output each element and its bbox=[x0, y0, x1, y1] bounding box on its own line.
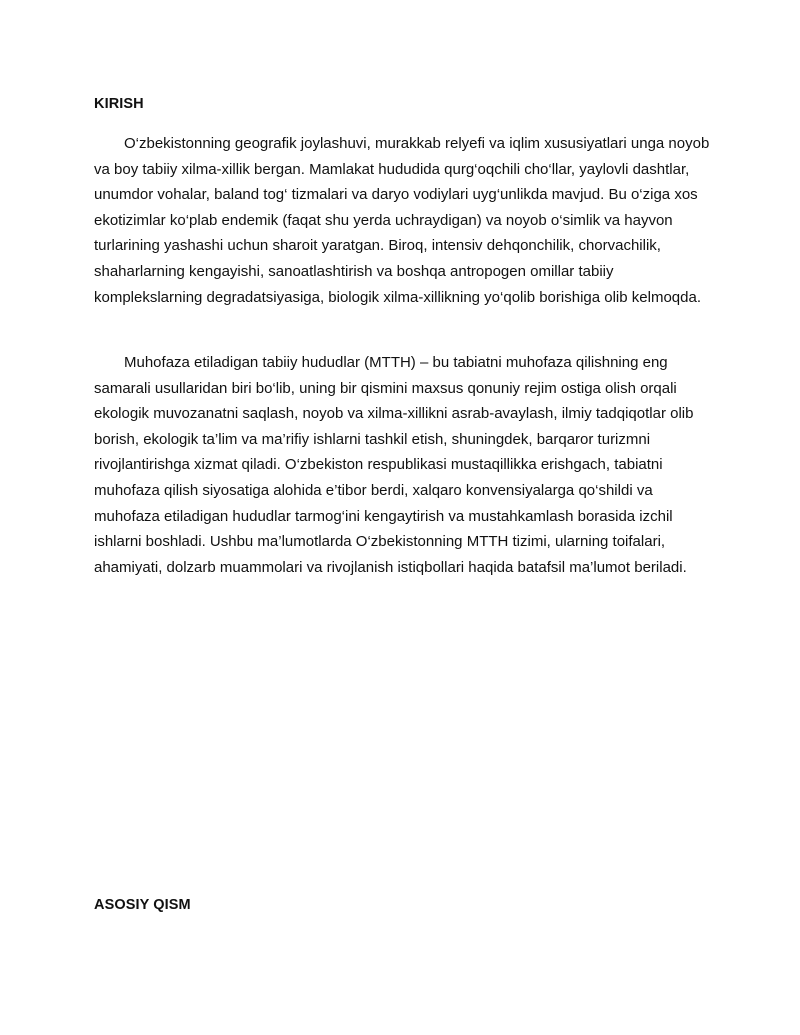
intro-paragraph-1: O‘zbekistonning geografik joylashuvi, murakkab relyefi va iqlim xususiyatlari unga noyob va boy tabiiy xilma-xillik bergan. Mamlakat hududida qurg‘oqchili cho‘llar, yaylovli dashtlar, unumdor vohalar, baland tog‘ tizmalari va daryo vodiylari uyg‘unlikda mavjud. Bu o‘ziga xos ekotizimlar ko‘plab endemik (faqat shu yerda uchraydigan) va noyob o‘simlik va hayvon turlarining yashashi uchun sharoit yaratgan. Biroq, intensiv dehqonchilik, chorvachilik, shaharlarning kengayishi, sanoatlashtirish va boshqa antropogen omillar tabiiy komplekslarning degradatsiyasiga, biologik xilma-xillikning yo‘qolib borishiga olib kelmoqda. bbox=[94, 135, 710, 306]
intro-paragraph-2: Muhofaza etiladigan tabiiy hududlar (MTTH) – bu tabiatni muhofaza qilishning eng samarali usullaridan biri bo‘lib, uning bir qismini maxsus qonuniy rejim ostiga olish orqali ekologik muvozanatni saqlash, noyob va xilma-xillikni asrab-avaylash, ilmiy tadqiqotlar olib borish, ekologik ta’lim va ma’rifiy ishlarni tashkil etish, shuningdek, barqaror turizmni rivojlantirishga xizmat qiladi. O‘zbekiston respublikasi mustaqillikka erishgach, tabiatni muhofaza qilish siyosatiga alohida e’tibor berdi, xalqaro konvensiyalarga qo‘shildi va muhofaza etiladigan hududlar tarmog‘ini kengaytirish va mustahkamlash borasida izchil ishlarni boshladi. Ushbu ma’lumotlarda O‘zbekistonning MTTH tizimi, ularning toifalari, ahamiyati, dolzarb muammolari va rivojlanish istiqbollari haqida batafsil ma’lumot beriladi. bbox=[94, 354, 694, 576]
section-heading-intro: KIRISH bbox=[94, 96, 144, 112]
section-heading-main: ASOSIY QISM bbox=[94, 897, 191, 913]
